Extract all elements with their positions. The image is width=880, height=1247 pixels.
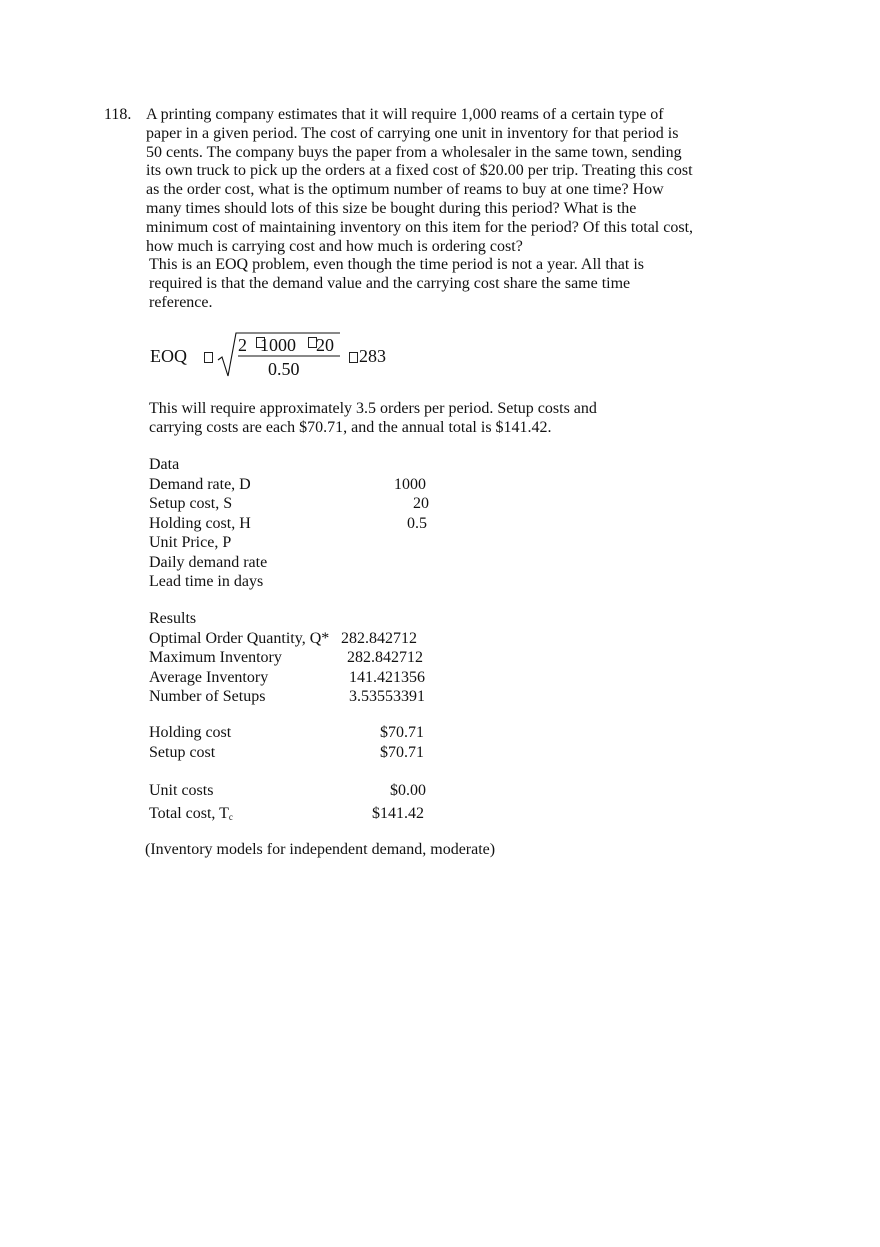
row-label: Holding cost, H — [149, 514, 251, 532]
explanation-line: required is that the demand value and the carrying cost share the same time — [149, 274, 631, 292]
row-label — [149, 805, 233, 823]
row-label: Daily demand rate — [149, 553, 268, 571]
row-value: 1000 — [394, 475, 426, 493]
table-row — [149, 744, 439, 764]
row-value: $0.00 — [390, 782, 426, 799]
row-value: 3.53553391 — [349, 688, 425, 705]
data-heading-row — [149, 456, 439, 476]
row-label: Setup cost — [149, 743, 216, 761]
table-row — [149, 515, 439, 535]
cost-table — [149, 724, 439, 822]
row-value: 282.842712 — [347, 649, 423, 666]
row-label: Average Inventory — [149, 668, 269, 686]
row-value: $70.71 — [380, 743, 424, 761]
question-number: 118. — [104, 106, 132, 123]
question-line: how much is carrying cost and how much is ordering cost? — [146, 237, 523, 255]
table-row — [149, 476, 439, 496]
row-label: Maximum Inventory — [149, 649, 282, 666]
question-line: A printing company estimates that it will require 1,000 reams of a certain type of — [146, 106, 664, 123]
row-label: Unit costs — [149, 782, 214, 799]
table-row — [149, 688, 439, 708]
table-row — [149, 805, 439, 825]
formula-result: 283 — [359, 346, 386, 366]
row-value: $70.71 — [380, 724, 424, 741]
spacer-row — [149, 763, 439, 782]
row-label: Unit Price, P — [149, 534, 232, 551]
row-label: Setup cost, S — [149, 495, 233, 512]
row-value: $141.42 — [372, 804, 424, 822]
data-heading: Data — [149, 456, 180, 473]
row-label: Lead time in days — [149, 573, 264, 590]
question-line: 50 cents. The company buys the paper from a wholesaler in the same town, sending — [146, 143, 682, 161]
row-value: 141.421356 — [349, 668, 425, 686]
missing-glyph-icon — [349, 352, 358, 363]
total-label: Total cost, T — [149, 804, 229, 822]
table-row — [149, 630, 439, 650]
row-label: Number of Setups — [149, 688, 266, 705]
formula-numerator-c: 20 — [316, 335, 334, 355]
formula-numerator-b: 1000 — [260, 335, 296, 355]
row-value: 282.842712 — [341, 629, 417, 647]
total-subscript: c — [228, 811, 233, 822]
table-row — [149, 534, 439, 554]
question-text — [146, 106, 693, 256]
table-row — [149, 573, 439, 593]
answer-line: This will require approximately 3.5 orders per period. Setup costs and — [149, 400, 597, 417]
explanation-line: reference. — [149, 293, 213, 311]
row-label: Optimal Order Quantity, Q* — [149, 629, 330, 647]
row-value: 0.5 — [407, 514, 427, 532]
table-row — [149, 495, 439, 515]
results-table — [149, 610, 439, 708]
question-line: paper in a given period. The cost of carrying one unit in inventory for that period is — [146, 124, 679, 142]
question-line: as the order cost, what is the optimum number of reams to buy at one time? How — [146, 181, 664, 199]
question-line: many times should lots of this size be bought during this period? What is the — [146, 199, 637, 217]
answer-line: carrying costs are each $70.71, and the annual total is $141.42. — [149, 419, 552, 436]
row-label: Holding cost — [149, 724, 232, 741]
results-heading-row — [149, 610, 439, 630]
table-row — [149, 782, 439, 802]
topic-tag: (Inventory models for independent demand, moderate) — [145, 841, 496, 858]
formula-numerator-a: 2 — [238, 335, 247, 355]
table-row — [149, 724, 439, 744]
table-row — [149, 554, 439, 574]
eoq-formula — [150, 330, 450, 380]
table-row — [149, 649, 439, 669]
explanation-line: This is an EOQ problem, even though the time period is not a year. All that is — [149, 256, 645, 273]
table-row — [149, 669, 439, 689]
row-label: Demand rate, D — [149, 475, 251, 493]
data-table — [149, 456, 439, 593]
question-line: minimum cost of maintaining inventory on this item for the period? Of this total cost, — [146, 218, 694, 236]
results-heading: Results — [149, 610, 197, 627]
missing-glyph-icon — [204, 352, 213, 363]
explanation-text — [149, 256, 644, 312]
formula-denominator: 0.50 — [268, 359, 300, 379]
row-value: 20 — [413, 495, 429, 512]
formula-lhs: EOQ — [150, 346, 187, 366]
question-line: its own truck to pick up the orders at a fixed cost of $20.00 per trip. Treating this cost — [146, 162, 693, 180]
answer-text — [149, 399, 597, 437]
